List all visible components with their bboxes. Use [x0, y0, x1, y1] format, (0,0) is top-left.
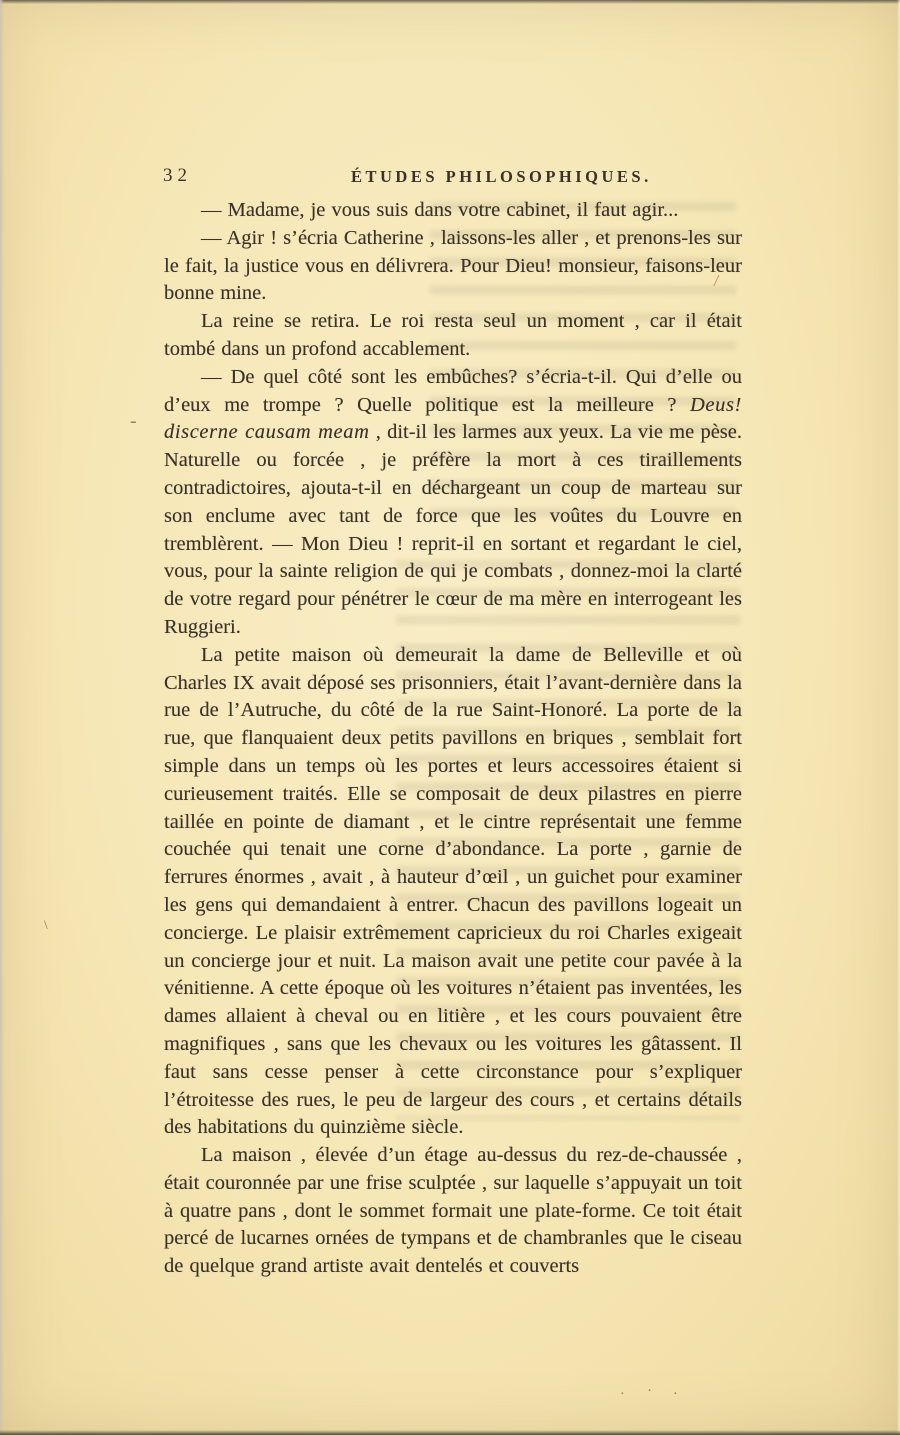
text-segment: La maison , élevée d’un étage au-dessus du rez-de-chaussée , était couronnée par une frise sculptée , sur laquelle s’appuyait un toit à quatre pans , dont le sommet formait une plate-forme. Ce toit était percé de lucarnes ornées de tympans et de chambranles que le ciseau de quelque grand artiste avait dentelés et couverts [164, 1144, 742, 1278]
text-segment: — Agir ! s’écria Catherine , laissons-les aller , et prenons-les sur le fait, la justice vous en délivrera. Pour Dieu! monsieur, faisons-leur bonne mine. [164, 226, 742, 305]
paragraph [164, 642, 742, 1142]
running-head [0, 163, 900, 189]
italic-phrase: Deus! discerne causam meam [164, 393, 742, 444]
scan-mark: / [713, 270, 720, 291]
scan-edge-left [0, 0, 4, 1435]
scan-mark: · [647, 1383, 652, 1399]
scan-edge-top [0, 0, 900, 4]
paragraph [164, 364, 742, 642]
paragraph [164, 197, 742, 225]
text-segment: , dit-il les larmes aux yeux. La vie me pèse. Naturelle ou forcée , je préfère la mort à ces tiraillements contradictoires, ajouta-t-il en déchargeant un coup de marteau sur son enclume avec tant de force que les voûtes du Louvre en tremblèrent. — Mon Dieu ! reprit-il en sortant et regardant le ciel, vous, pour la sainte religion de qui je combats , donnez-moi la clarté de votre regard pour pénétrer le cœur de ma mère en interrogeant les Ruggieri. [164, 421, 742, 638]
text-segment: — Madame, je vous suis dans votre cabinet, il faut agir... [201, 199, 679, 221]
scan-mark: \ [44, 917, 48, 932]
text-segment: La petite maison où demeurait la dame de Belleville et où Charles IX avait déposé ses prisonniers, était l’avant-dernière dans la rue de l’Autruche, du côté de la rue Saint-Honoré. La porte de la rue, que flanquaient deux petits pavillons en briques , semblait fort simple dans un temps où les portes et leurs accessoires étaient si curieusement traités. Elle se composait de deux pilastres en pierre taillée en pointe de diamant , et le cintre représentait une femme couchée qui tenait une corne d’abondance. La porte , garnie de ferrures énormes , avait , à hauteur d’œil , un guichet pour examiner les gens qui demandaient à entrer. Chacun des pavillons logeait un concierge. Le plaisir extrêmement capricieux du roi Charles exigeait un concierge jour et nuit. La maison avait une petite cour pavée à la vénitienne. A cette époque où les voitures n’étaient pas inventées, les dames allaient à cheval ou en litière , et les cours pouvaient être magnifiques , sans que les chevaux ou les voitures les gâtassent. Il faut sans cesse penser à cette circonstance pour s’expliquer l’étroitesse des rues, le peu de largeur des cours , et certains détails des habitations du quinzième siècle. [164, 643, 742, 1139]
paragraph [164, 225, 742, 308]
page-number: 32 [163, 165, 192, 186]
paragraph [164, 308, 742, 364]
text-segment: — De quel côté sont les embûches? s’écria-t-il. Qui d’elle ou d’eux me trompe ? Quelle politique est la meilleure ? [164, 365, 742, 416]
scan-edge-bottom [0, 1430, 900, 1435]
text-segment: La reine se retira. Le roi resta seul un moment , car il était tombé dans un profond accablement. [164, 310, 742, 360]
paragraph [164, 1142, 742, 1281]
scan-mark: - [130, 410, 137, 432]
scan-mark: · [620, 1387, 625, 1402]
text-block [164, 197, 742, 1281]
running-title: ÉTUDES PHILOSOPHIQUES. [351, 167, 652, 186]
scan-mark: · [673, 1387, 678, 1402]
